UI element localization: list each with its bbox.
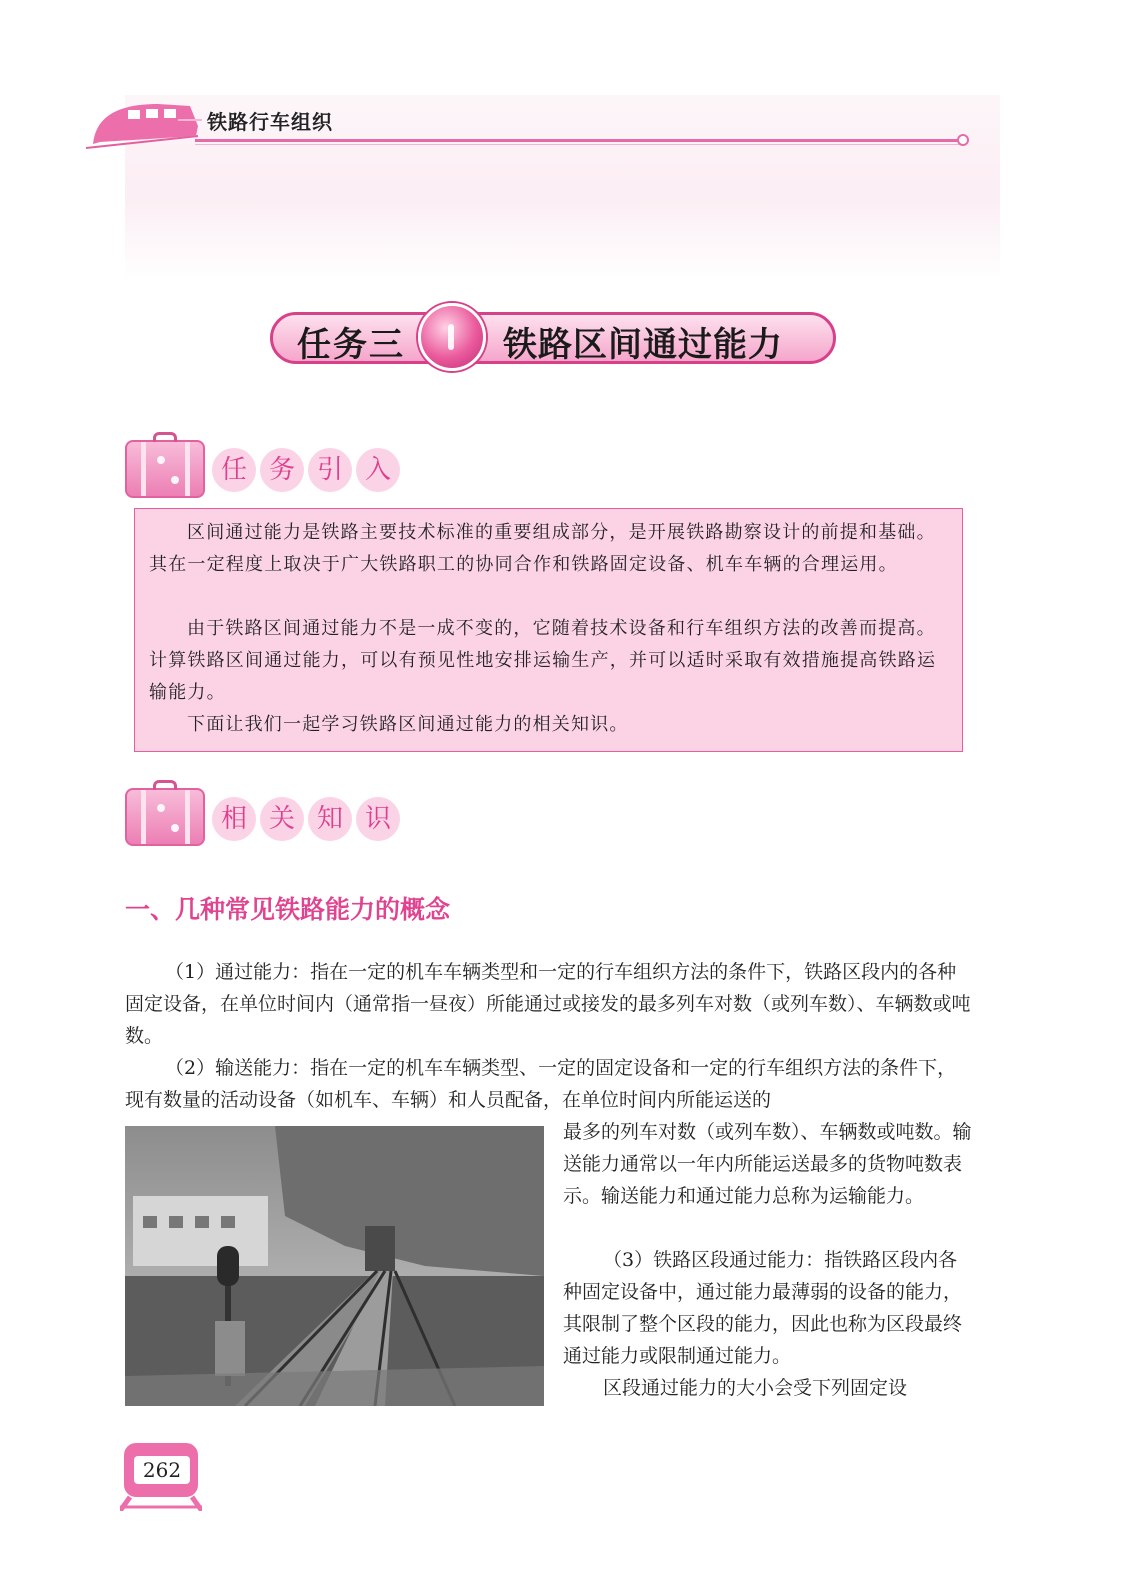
- railway-photo: [125, 1126, 544, 1406]
- intro-heading-char: 务: [260, 448, 304, 492]
- header-rule-thin: [195, 144, 965, 145]
- train-icon: [78, 96, 208, 154]
- knowledge-heading-char: 关: [260, 797, 304, 841]
- banner-disc-icon: [418, 303, 486, 371]
- knowledge-heading-char: 知: [308, 797, 352, 841]
- header-rule-end: [957, 134, 969, 146]
- intro-heading-char: 任: [212, 448, 256, 492]
- task-label: 任务三: [297, 325, 405, 365]
- suitcase-icon: [125, 440, 205, 498]
- paragraph-continuation: 区段通过能力的大小会受下列固定设: [603, 1377, 908, 1399]
- section-heading: 一、几种常见铁路能力的概念: [125, 895, 451, 924]
- intro-paragraph-1: 区间通过能力是铁路主要技术标准的重要组成部分，是开展铁路勘察设计的前提和基础。其在一定程度上取决于广大铁路职工的协同合作和铁路固定设备、机车车辆的合理运用。: [149, 522, 936, 575]
- intro-heading: [212, 448, 412, 492]
- knowledge-heading: [212, 797, 412, 841]
- intro-box: [134, 508, 963, 752]
- paragraph-transport-top: （2）输送能力：指在一定的机车车辆类型、一定的固定设备和一定的行车组织方法的条件下，现有数量的活动设备（如机车、车辆）和人员配备，在单位时间内所能运送的: [125, 1057, 957, 1111]
- paragraph-transport-side: 最多的列车对数（或列车数）、车辆数或吨数。输送能力通常以一年内所能运送最多的货物吨数表示。输送能力和通过能力总称为运输能力。: [563, 1121, 972, 1207]
- running-title: 铁路行车组织: [207, 110, 333, 134]
- intro-paragraph-3: 下面让我们一起学习铁路区间通过能力的相关知识。: [187, 714, 629, 735]
- page-number: 262: [134, 1456, 190, 1484]
- knowledge-heading-char: 相: [212, 797, 256, 841]
- intro-heading-char: 入: [356, 448, 400, 492]
- intro-heading-char: 引: [308, 448, 352, 492]
- task-title: 铁路区间通过能力: [503, 325, 783, 365]
- knowledge-heading-char: 识: [356, 797, 400, 841]
- intro-paragraph-2: 由于铁路区间通过能力不是一成不变的，它随着技术设备和行车组织方法的改善而提高。计算铁路区间通过能力，可以有预见性地安排运输生产，并可以适时采取有效措施提高铁路运输能力。: [149, 618, 937, 703]
- paragraph-throughput: （1）通过能力：指在一定的机车车辆类型和一定的行车组织方法的条件下，铁路区段内的各种固定设备，在单位时间内（通常指一昼夜）所能通过或接发的最多列车对数（或列车数）、车辆数或吨数。: [125, 961, 971, 1047]
- paragraph-section-capacity: （3）铁路区段通过能力：指铁路区段内各种固定设备中，通过能力最薄弱的设备的能力，其限制了整个区段的能力，因此也称为区段最终通过能力或限制通过能力。: [563, 1249, 963, 1367]
- header-rule: [195, 139, 965, 142]
- suitcase-icon: [125, 788, 205, 846]
